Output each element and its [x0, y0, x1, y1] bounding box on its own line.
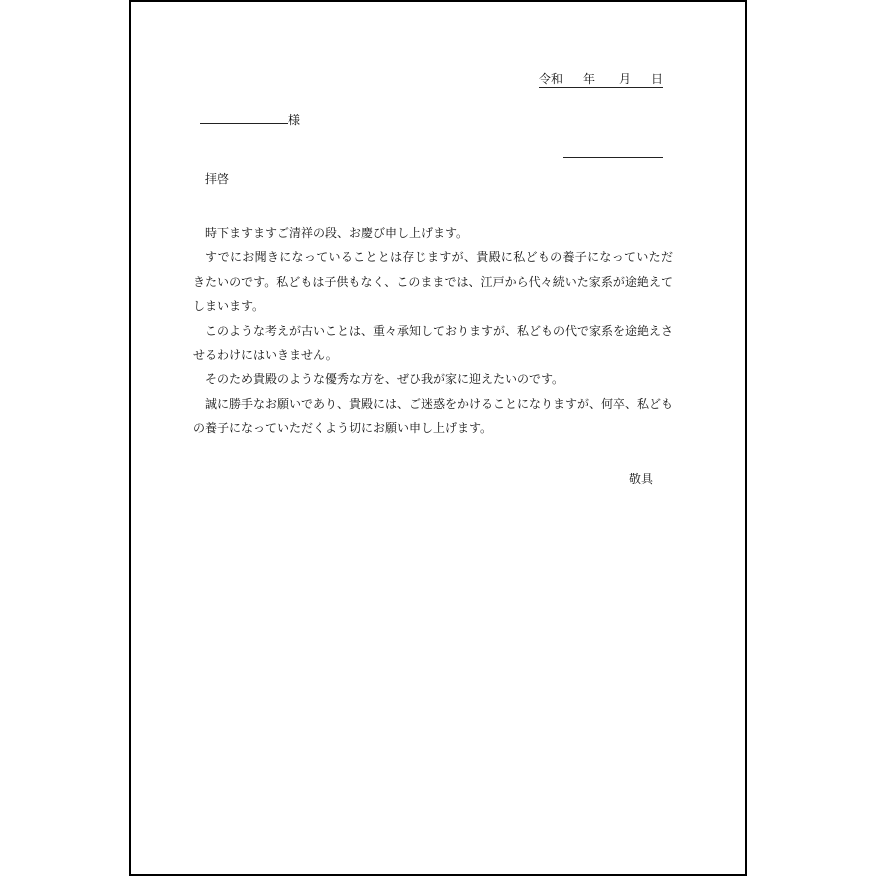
paragraph: 誠に勝手なお願いであり、貴殿には、ご迷惑をかけることになりますが、何卒、私どもの養子になっていただくよう切にお願い申し上げます。 — [193, 396, 674, 436]
closing-word: 敬具 — [628, 472, 653, 486]
addressee — [200, 110, 300, 127]
paragraph: そのため貴殿のような優秀な方を、ぜひ我が家に迎えたいのです。 — [205, 372, 565, 387]
date-line — [539, 72, 663, 88]
date-year: 年 — [582, 72, 595, 86]
date-era: 令和 — [538, 72, 563, 86]
letter-page — [129, 0, 747, 876]
sender-name-blank — [563, 157, 663, 158]
opening-greeting: 拝啓 — [205, 172, 230, 186]
paragraph: 時下ますますご清祥の段、お慶び申し上げます。 — [205, 226, 469, 240]
paragraph: すでにお聞きになっていることとは存じますが、貴殿に私どもの養子になっていただきたいのです。私どもは子供もなく、このままでは、江戸から代々続いた家系が途絶えてしまいます。 — [193, 250, 673, 314]
addressee-honorific: 様 — [288, 113, 301, 127]
date-day: 日 — [650, 72, 663, 86]
paragraph: このような考えが古いことは、重々承知しておりますが、私どもの代で家系を途絶えさせるわけにはいきません。 — [193, 323, 674, 363]
addressee-name-blank — [200, 110, 288, 124]
letter-body — [193, 221, 673, 441]
date-month: 月 — [618, 72, 631, 86]
